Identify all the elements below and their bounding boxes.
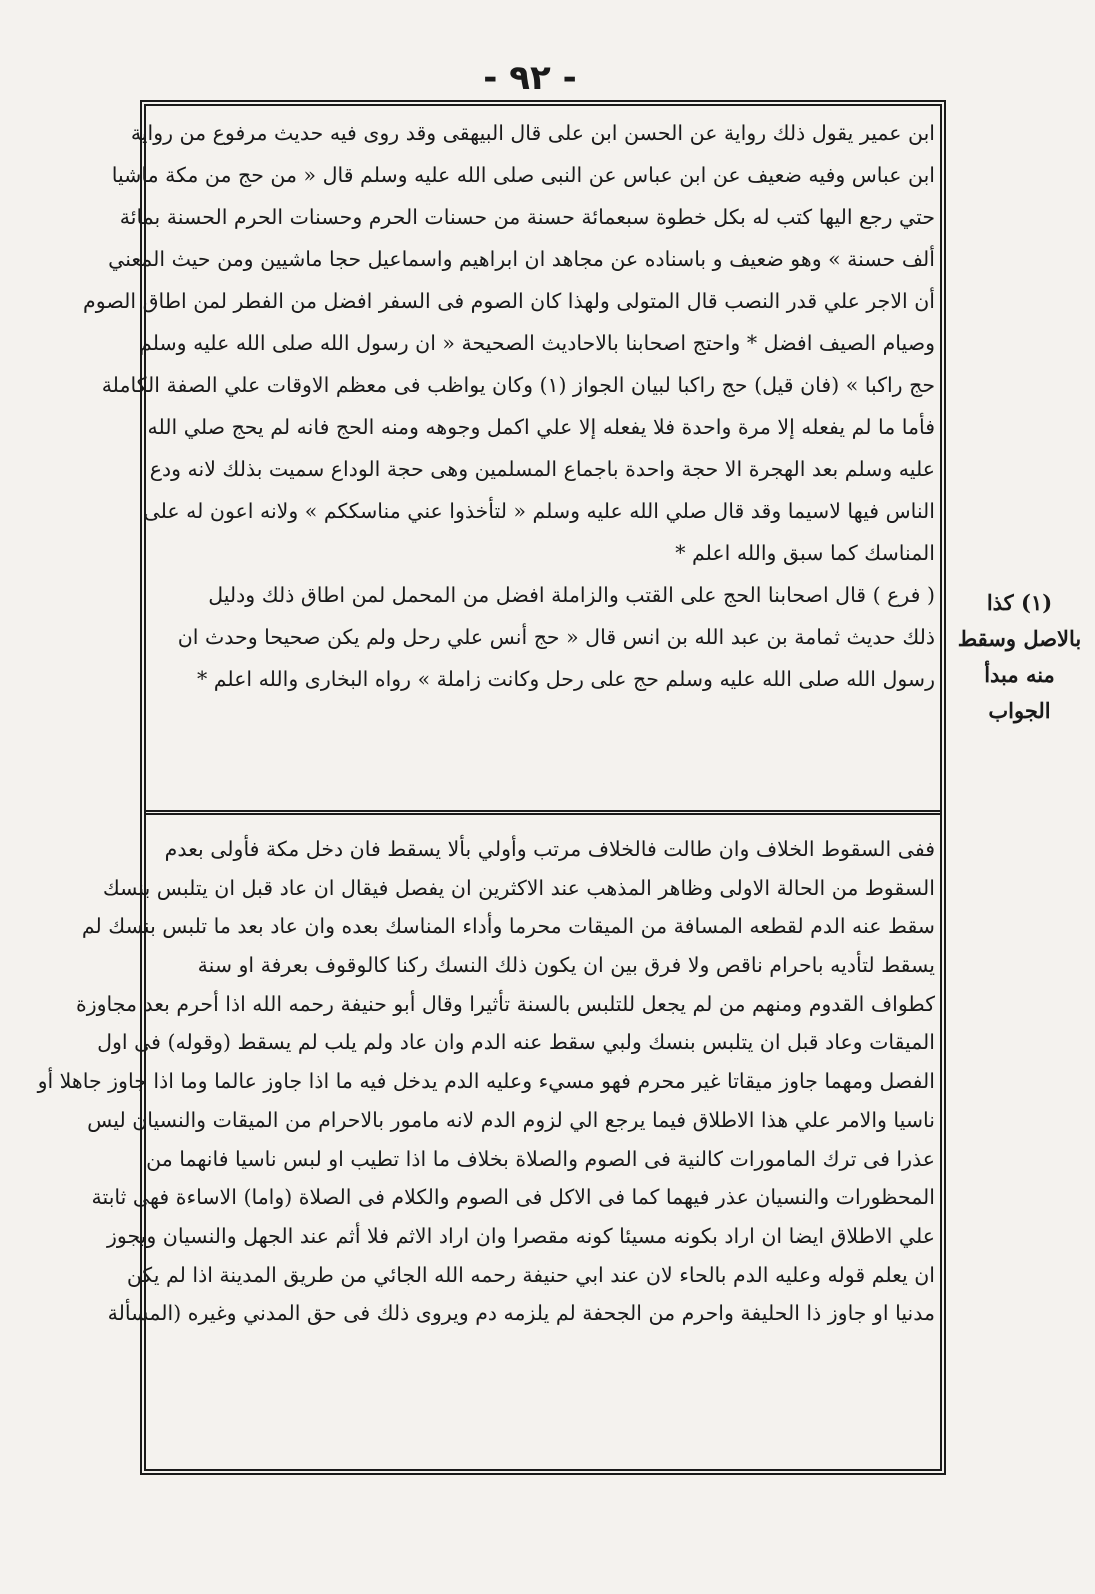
text-line: علي الاطلاق ايضا ان اراد بكونه مسيئا كونه مقصرا وان اراد الاثم فلا أثم عند الجهل والنسيان ويجوز [106,1223,935,1248]
text-line: عذرا فى ترك المامورات كالنية فى الصوم والصلاة بخلاف ما اذا تطيب او لبس ناسيا فانهما من [146,1146,935,1171]
section-divider [146,810,940,815]
text-line: فأما ما لم يفعله إلا مرة واحدة فلا يفعله إلا علي اكمل وجوهه ومنه الحج فانه لم يحج صلي الله [147,415,935,439]
text-line: أن الاجر علي قدر النصب قال المتولى ولهذا كان الصوم فى السفر افضل من الفطر لمن اطاق الصوم [83,289,935,313]
text-line: ابن عمير يقول ذلك رواية عن الحسن ابن على قال البيهقى وقد روى فيه حديث مرفوع من رواية [130,121,935,145]
text-line: ابن عباس وفيه ضعيف عن ابن عباس عن النبى صلى الله عليه وسلم قال « من حج من مكة ماشيا [111,163,935,187]
text-line: رسول الله صلى الله عليه وسلم حج على رحل وكانت زاملة » رواه البخارى والله اعلم * [197,667,935,691]
main-text-lower [37,830,935,1458]
text-line: حج راكبا » (فان قيل) حج راكبا لبيان الجواز (١) وكان يواظب فى معظم الاوقات علي الصفة الكاملة [101,373,935,397]
text-line: ان يعلم قوله وعليه الدم بالحاء لان عند ابي حنيفة رحمه الله الجائي من طريق المدينة اذا لم يكن [126,1262,935,1287]
text-line: حتي رجع اليها كتب له بكل خطوة سبعمائة حسنة من حسنات الحرم وحسنات الحرم الحسنة بمائة [119,205,935,229]
footnote-line: الجواب [988,698,1051,723]
text-line: ألف حسنة » وهو ضعيف و باسناده عن مجاهد ان ابراهيم واسماعيل حجا ماشيين ومن حيث المعني [108,247,935,271]
footnote-line: (١) كذا [986,590,1053,615]
text-line: الناس فيها لاسيما وقد قال صلي الله عليه وسلم « لتأخذوا عني مناسككم » ولانه اعون له على [143,499,935,523]
text-line: الميقات وعاد قبل ان يتلبس بنسك ولبي سقط عنه الدم وان عاد ولم يلب لم يسقط (وقوله) فى اول [97,1030,935,1055]
text-line: عليه وسلم بعد الهجرة الا حجة واحدة باجماع المسلمين وهى حجة الوداع سميت بذلك لانه ودع [149,457,935,481]
text-line: ففى السقوط الخلاف وان طالت فالخلاف مرتب وأولي بألا يسقط فان دخل مكة فأولى بعدم [164,837,935,861]
text-line: كطواف القدوم ومنهم من لم يجعل للتلبس بالسنة تأثيرا وقال أبو حنيفة رحمه الله اذا أحرم بعد مجاوزة [76,991,935,1016]
text-line: يسقط لتأديه باحرام ناقص ولا فرق بين ان يكون ذلك النسك ركنا كالوقوف بعرفة او سنة [197,953,935,978]
text-line: المحظورات والنسيان عذر فيهما كما فى الاكل فى الصوم والكلام فى الصلاة (واما) الاساءة فهى ثابتة [91,1185,935,1210]
page-number: - ٩٢ - [483,58,577,98]
main-text-upper [83,112,935,812]
text-line: ( فرع ) قال اصحابنا الحج على القتب والزاملة افضل من المحمل لمن اطاق ذلك ودليل [208,583,935,607]
text-line: وصيام الصيف افضل * واحتج اصحابنا بالاحاديث الصحيحة « ان رسول الله صلى الله عليه وسلم [139,331,935,355]
text-line: ذلك حديث ثمامة بن عبد الله بن انس قال « حج أنس علي رحل ولم يكن صحيحا وحدث ان [177,625,935,649]
footnote-line: منه مبدأ [984,662,1055,687]
text-line: ناسيا والامر علي هذا الاطلاق فيما يرجع الي لزوم الدم لانه مامور بالاحرام من الميقات والنسيان ليس [87,1107,935,1132]
text-line: مدنيا او جاوز ذا الحليفة واحرم من الجحفة لم يلزمه دم ويروى ذلك فى حق المدني وغيره (المسألة [107,1301,935,1326]
footnote-line: بالاصل وسقط [957,626,1082,651]
text-line: السقوط من الحالة الاولى وظاهر المذهب عند الاكثرين ان يفصل فيقال ان عاد قبل ان يتلبس بنسك [102,875,935,900]
text-line: سقط عنه الدم لقطعه المسافة من الميقات محرما وأداء المناسك بعده وان عاد بعد ما تلبس بنسك لم [81,914,935,939]
text-line: المناسك كما سبق والله اعلم * [675,541,935,565]
margin-footnote [952,585,1087,729]
text-line: الفصل ومهما جاوز ميقاتا غير محرم فهو مسيء وعليه الدم يدخل فيه ما اذا جاوز عالما وما اذا جاوز جاهلا أو [37,1069,935,1094]
